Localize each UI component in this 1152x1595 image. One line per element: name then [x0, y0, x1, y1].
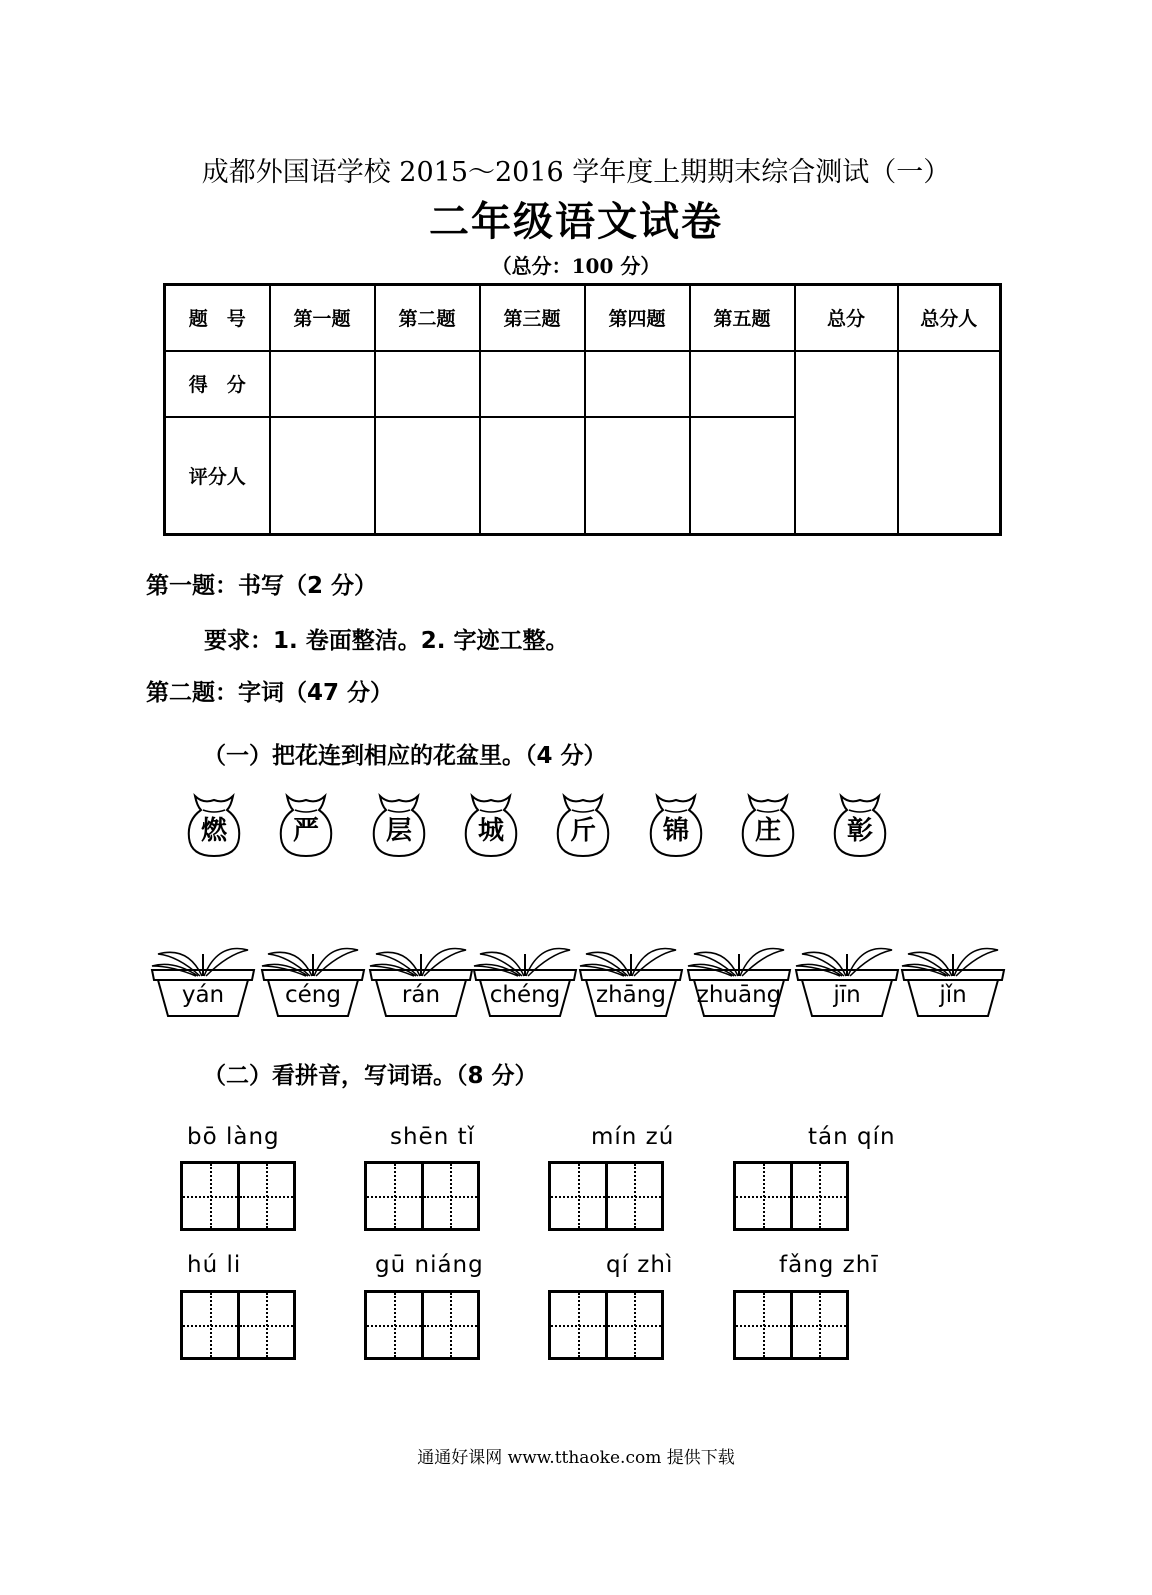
row-label-grader: 评分人	[165, 417, 270, 535]
total-grader-cell[interactable]	[898, 351, 1001, 535]
writing-grid[interactable]	[180, 1161, 296, 1231]
section1-title: 第一题：书写（2 分）	[146, 573, 378, 599]
header-cell-q5: 第五题	[690, 285, 795, 351]
flower-card[interactable]	[366, 790, 432, 860]
flower-pot[interactable]	[576, 940, 686, 1020]
writing-grid[interactable]	[548, 1161, 664, 1231]
header-cell-q1: 第一题	[270, 285, 375, 351]
section2-title: 第二题：字词（47 分）	[146, 680, 394, 706]
plant-pot-icon	[258, 940, 368, 1020]
flower-card[interactable]	[181, 790, 247, 860]
writing-cell[interactable]	[237, 1293, 294, 1357]
footer-credit: 通通好课网 www.tthaoke.com 提供下载	[417, 1448, 735, 1468]
writing-grid[interactable]	[364, 1161, 480, 1231]
grader-cell[interactable]	[375, 417, 480, 535]
writing-cell[interactable]	[183, 1293, 237, 1357]
flower-character: 层	[385, 816, 412, 846]
flower-pot[interactable]	[684, 940, 794, 1020]
pot-pinyin: yán	[181, 982, 225, 1008]
pot-pinyin: jǐn	[939, 982, 967, 1008]
flower-pot[interactable]	[898, 940, 1008, 1020]
writing-cell[interactable]	[551, 1293, 605, 1357]
score-cell[interactable]	[480, 351, 585, 417]
row-label-score: 得 分	[165, 351, 270, 417]
grader-cell[interactable]	[690, 417, 795, 535]
writing-cell[interactable]	[736, 1164, 790, 1228]
flower-character: 城	[477, 816, 504, 846]
writing-cell[interactable]	[736, 1293, 790, 1357]
grader-cell[interactable]	[270, 417, 375, 535]
total-score: （总分：100 分）	[491, 254, 661, 278]
header-cell-total: 总分	[795, 285, 898, 351]
writing-cell[interactable]	[421, 1293, 478, 1357]
score-cell[interactable]	[690, 351, 795, 417]
flower-pot[interactable]	[366, 940, 476, 1020]
flower-pot[interactable]	[470, 940, 580, 1020]
flower-character: 斤	[569, 816, 596, 846]
flower-card[interactable]	[273, 790, 339, 860]
plant-pot-icon	[576, 940, 686, 1020]
flower-character: 庄	[754, 816, 781, 846]
pot-pinyin: zhuāng	[696, 982, 782, 1008]
pinyin-label: mín zú	[591, 1124, 675, 1150]
part2-title: （二）看拼音，写词语。（8 分）	[203, 1063, 538, 1089]
plant-pot-icon	[684, 940, 794, 1020]
header-cell-q2: 第二题	[375, 285, 480, 351]
section1-requirement: 要求：1. 卷面整洁。2. 字迹工整。	[204, 628, 569, 654]
writing-cell[interactable]	[367, 1293, 421, 1357]
grader-cell[interactable]	[585, 417, 690, 535]
pinyin-label: tán qín	[808, 1124, 896, 1150]
plant-pot-icon	[470, 940, 580, 1020]
plant-pot-icon	[148, 940, 258, 1020]
writing-cell[interactable]	[237, 1164, 294, 1228]
header-cell-q3: 第三题	[480, 285, 585, 351]
flower-character: 严	[292, 816, 319, 846]
pinyin-label: fǎng zhī	[779, 1252, 879, 1278]
writing-grid[interactable]	[180, 1290, 296, 1360]
pinyin-label: hú li	[187, 1252, 242, 1278]
writing-cell[interactable]	[790, 1164, 847, 1228]
school-title: 成都外国语学校 2015～2016 学年度上期期末综合测试（一）	[201, 157, 951, 188]
writing-cell[interactable]	[605, 1164, 662, 1228]
flower-character: 燃	[200, 816, 227, 846]
flower-pot[interactable]	[792, 940, 902, 1020]
writing-grid[interactable]	[733, 1290, 849, 1360]
pinyin-label: gū niáng	[375, 1252, 484, 1278]
writing-cell[interactable]	[551, 1164, 605, 1228]
plant-pot-icon	[792, 940, 902, 1020]
flower-character: 彰	[846, 816, 873, 846]
writing-cell[interactable]	[605, 1293, 662, 1357]
flower-card[interactable]	[735, 790, 801, 860]
writing-cell[interactable]	[183, 1164, 237, 1228]
writing-cell[interactable]	[367, 1164, 421, 1228]
flower-card[interactable]	[643, 790, 709, 860]
flower-pot[interactable]	[148, 940, 258, 1020]
total-score-cell[interactable]	[795, 351, 898, 535]
flower-card[interactable]	[458, 790, 524, 860]
score-cell[interactable]	[375, 351, 480, 417]
exam-title: 二年级语文试卷	[429, 199, 723, 245]
pot-pinyin: céng	[285, 982, 341, 1008]
header-cell-grader-total: 总分人	[898, 285, 1001, 351]
writing-grid[interactable]	[548, 1290, 664, 1360]
score-cell[interactable]	[585, 351, 690, 417]
flower-card[interactable]	[827, 790, 893, 860]
header-cell-q4: 第四题	[585, 285, 690, 351]
part1-title: （一）把花连到相应的花盆里。（4 分）	[203, 743, 607, 769]
header-cell-number: 题 号	[165, 285, 270, 351]
score-cell[interactable]	[270, 351, 375, 417]
writing-grid[interactable]	[364, 1290, 480, 1360]
writing-cell[interactable]	[421, 1164, 478, 1228]
pinyin-label: bō làng	[187, 1124, 280, 1150]
writing-grid[interactable]	[733, 1161, 849, 1231]
pot-pinyin: rán	[401, 982, 441, 1008]
pot-pinyin: chéng	[489, 982, 561, 1008]
flower-card[interactable]	[550, 790, 616, 860]
flower-pot[interactable]	[258, 940, 368, 1020]
pinyin-label: qí zhì	[606, 1252, 674, 1278]
grader-cell[interactable]	[480, 417, 585, 535]
pot-pinyin: zhāng	[596, 982, 666, 1008]
plant-pot-icon	[366, 940, 476, 1020]
pinyin-label: shēn tǐ	[390, 1124, 476, 1150]
flower-character: 锦	[662, 816, 689, 846]
pot-pinyin: jīn	[833, 982, 861, 1008]
plant-pot-icon	[898, 940, 1008, 1020]
score-table	[163, 283, 1002, 536]
writing-cell[interactable]	[790, 1293, 847, 1357]
